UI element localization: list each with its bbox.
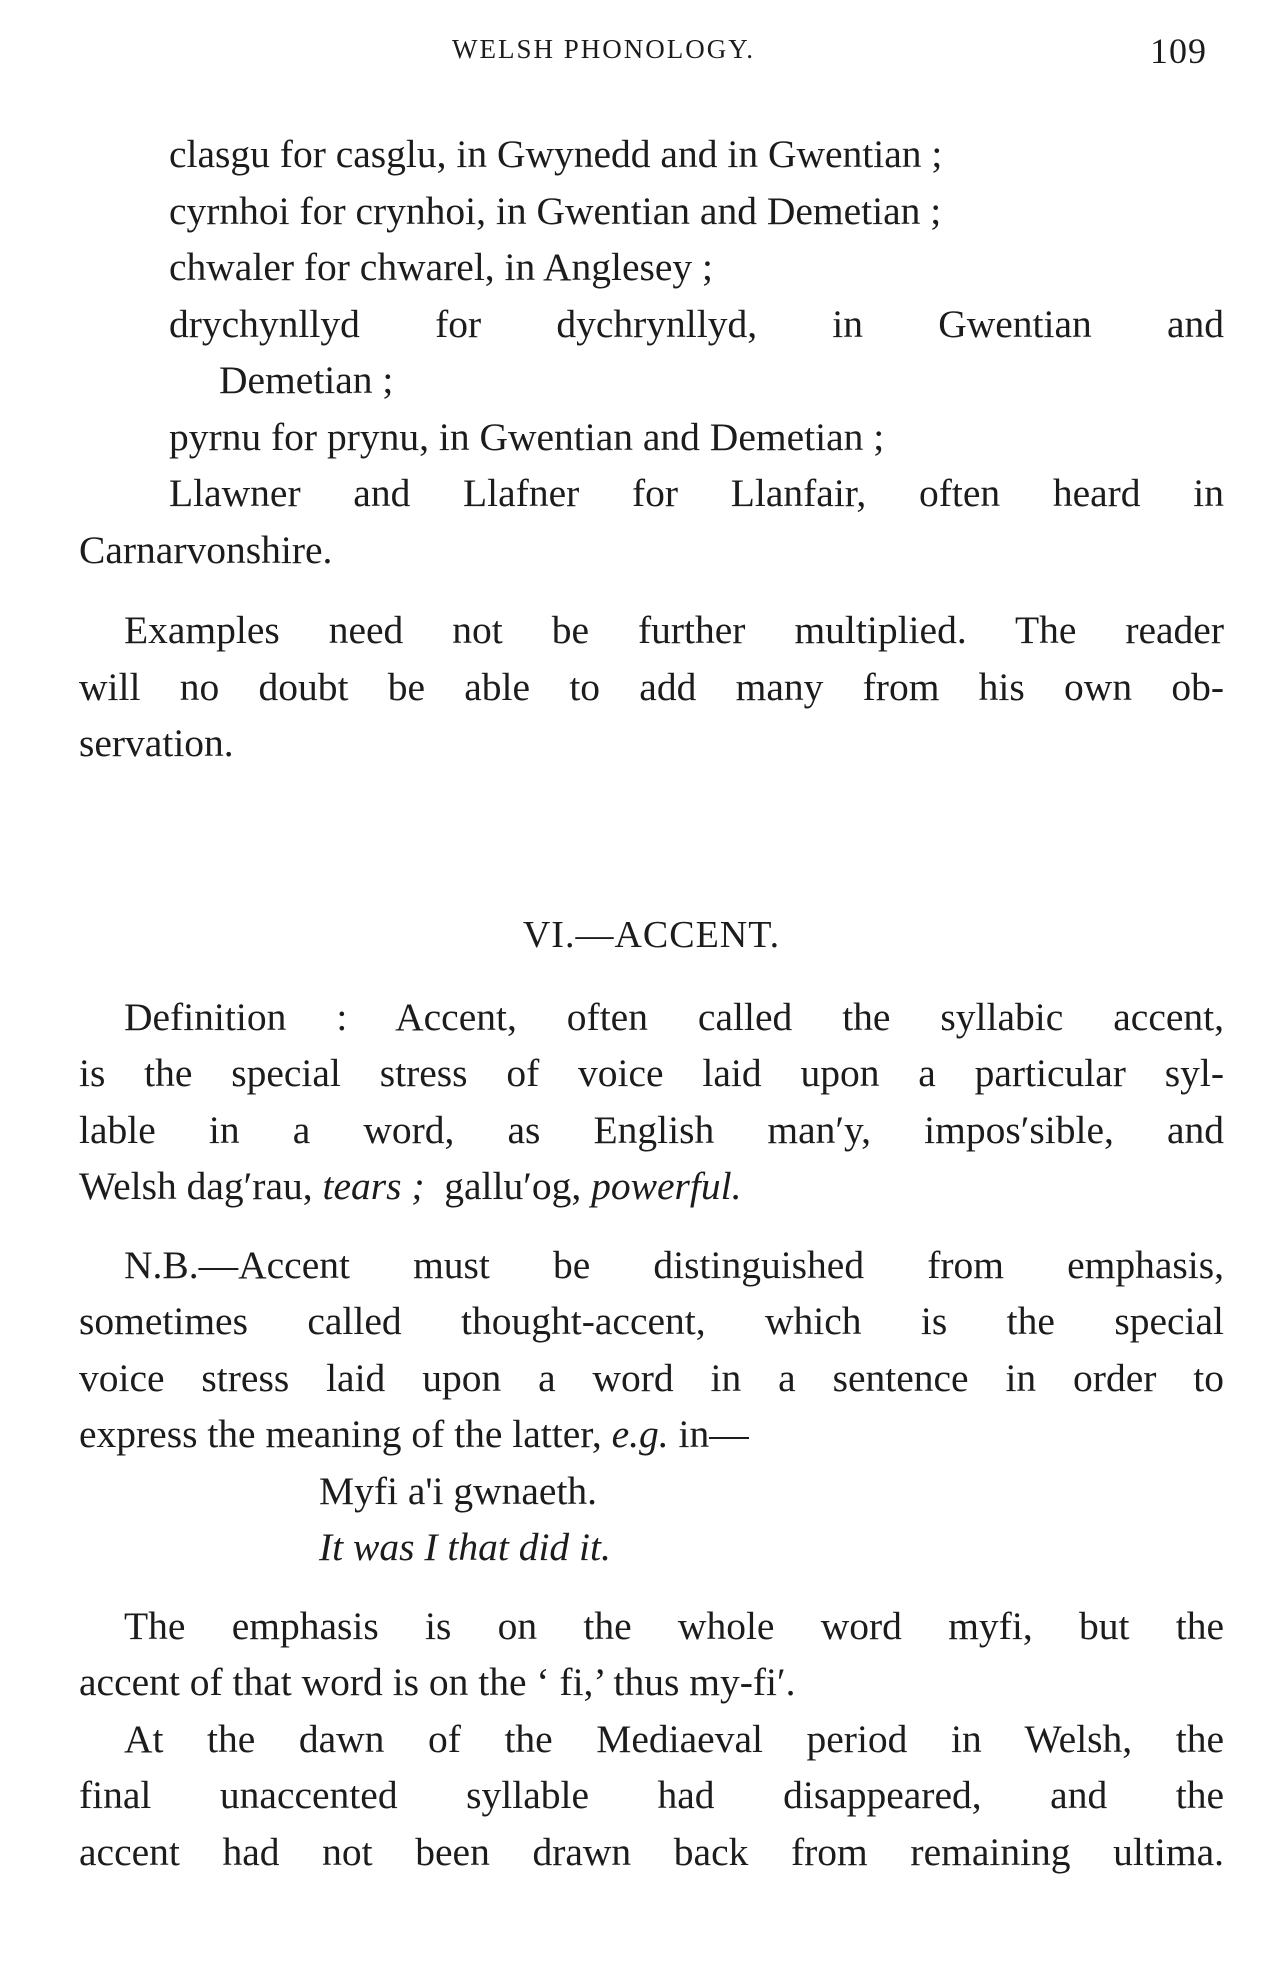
text-run: express the meaning of the latter, [79, 1412, 602, 1456]
paragraph-line: Examples need not be further multiplied. The reader [124, 608, 1224, 652]
emphasis-paragraph [79, 1598, 1224, 1711]
paragraph-line: At the dawn of the Mediaeval period in Welsh, the [124, 1716, 1224, 1761]
paragraph-line: lable in a word, as English man′y, impos′sible, and [79, 1107, 1224, 1152]
paragraph-line: sometimes called thought-accent, which is the special [79, 1299, 1224, 1343]
paragraph-line: will no doubt be able to add many from his own ob- [79, 664, 1224, 709]
text-run: in— [678, 1412, 749, 1456]
paragraph-line [79, 1158, 1224, 1215]
example-list [79, 126, 1224, 578]
nb-paragraph [79, 1237, 1224, 1463]
running-title: WELSH PHONOLOGY. [452, 34, 756, 64]
paragraph-line: servation. [79, 721, 234, 765]
example-line-continued: Demetian ; [219, 358, 394, 402]
paragraph-line: N.B.—Accent must be distinguished from emphasis, [124, 1242, 1224, 1287]
quote-english-italic: It was I that did it. [319, 1525, 611, 1569]
paragraph-line: accent had not been drawn back from remaining ultima. [79, 1829, 1224, 1874]
running-head [0, 30, 1270, 70]
paragraph-line: is the special stress of voice laid upon a particular syl- [79, 1051, 1224, 1095]
quote-block [79, 1463, 1224, 1576]
translation-italic: powerful. [591, 1164, 742, 1208]
paragraph-line: The emphasis is on the whole word myfi, but the [124, 1603, 1224, 1648]
page-number: 109 [1150, 31, 1207, 71]
example-line: drychynllyd for dychrynllyd, in Gwentian and [169, 301, 1224, 346]
definition-paragraph [79, 989, 1224, 1215]
abbreviation-italic: e.g. [611, 1412, 669, 1456]
example-line: Llawner and Llafner for Llanfair, often heard in [169, 471, 1224, 515]
welsh-word: Welsh dag′rau, [79, 1164, 313, 1208]
welsh-word: gallu′og, [444, 1164, 582, 1208]
section-heading: VI.—ACCENT. [522, 913, 781, 956]
example-line: pyrnu for prynu, in Gwentian and Demetian ; [169, 414, 885, 459]
paragraph-line: accent of that word is on the ‘ fi,’ thus my-fi′. [79, 1660, 796, 1704]
translation-italic: tears ; [322, 1164, 425, 1208]
paragraph-line: final unaccented syllable had disappeared, and the [79, 1773, 1224, 1817]
quote-english [79, 1519, 1224, 1576]
example-line: cyrnhoi for crynhoi, in Gwentian and Demetian ; [169, 188, 942, 233]
paragraph-line: Definition : Accent, often called the syllabic accent, [124, 994, 1224, 1039]
quote-welsh: Myfi a'i gwnaeth. [319, 1468, 598, 1513]
example-line: chwaler for chwarel, in Anglesey ; [169, 245, 714, 289]
body-text [79, 126, 1224, 1880]
dawn-paragraph [79, 1711, 1224, 1881]
example-line: clasgu for casglu, in Gwynedd and in Gwentian ; [169, 132, 943, 176]
paragraph-line: voice stress laid upon a word in a sentence in order to [79, 1355, 1224, 1400]
example-line-continued: Carnarvonshire. [79, 527, 333, 572]
paragraph-line [79, 1406, 1224, 1463]
paragraph-examples [79, 602, 1224, 772]
